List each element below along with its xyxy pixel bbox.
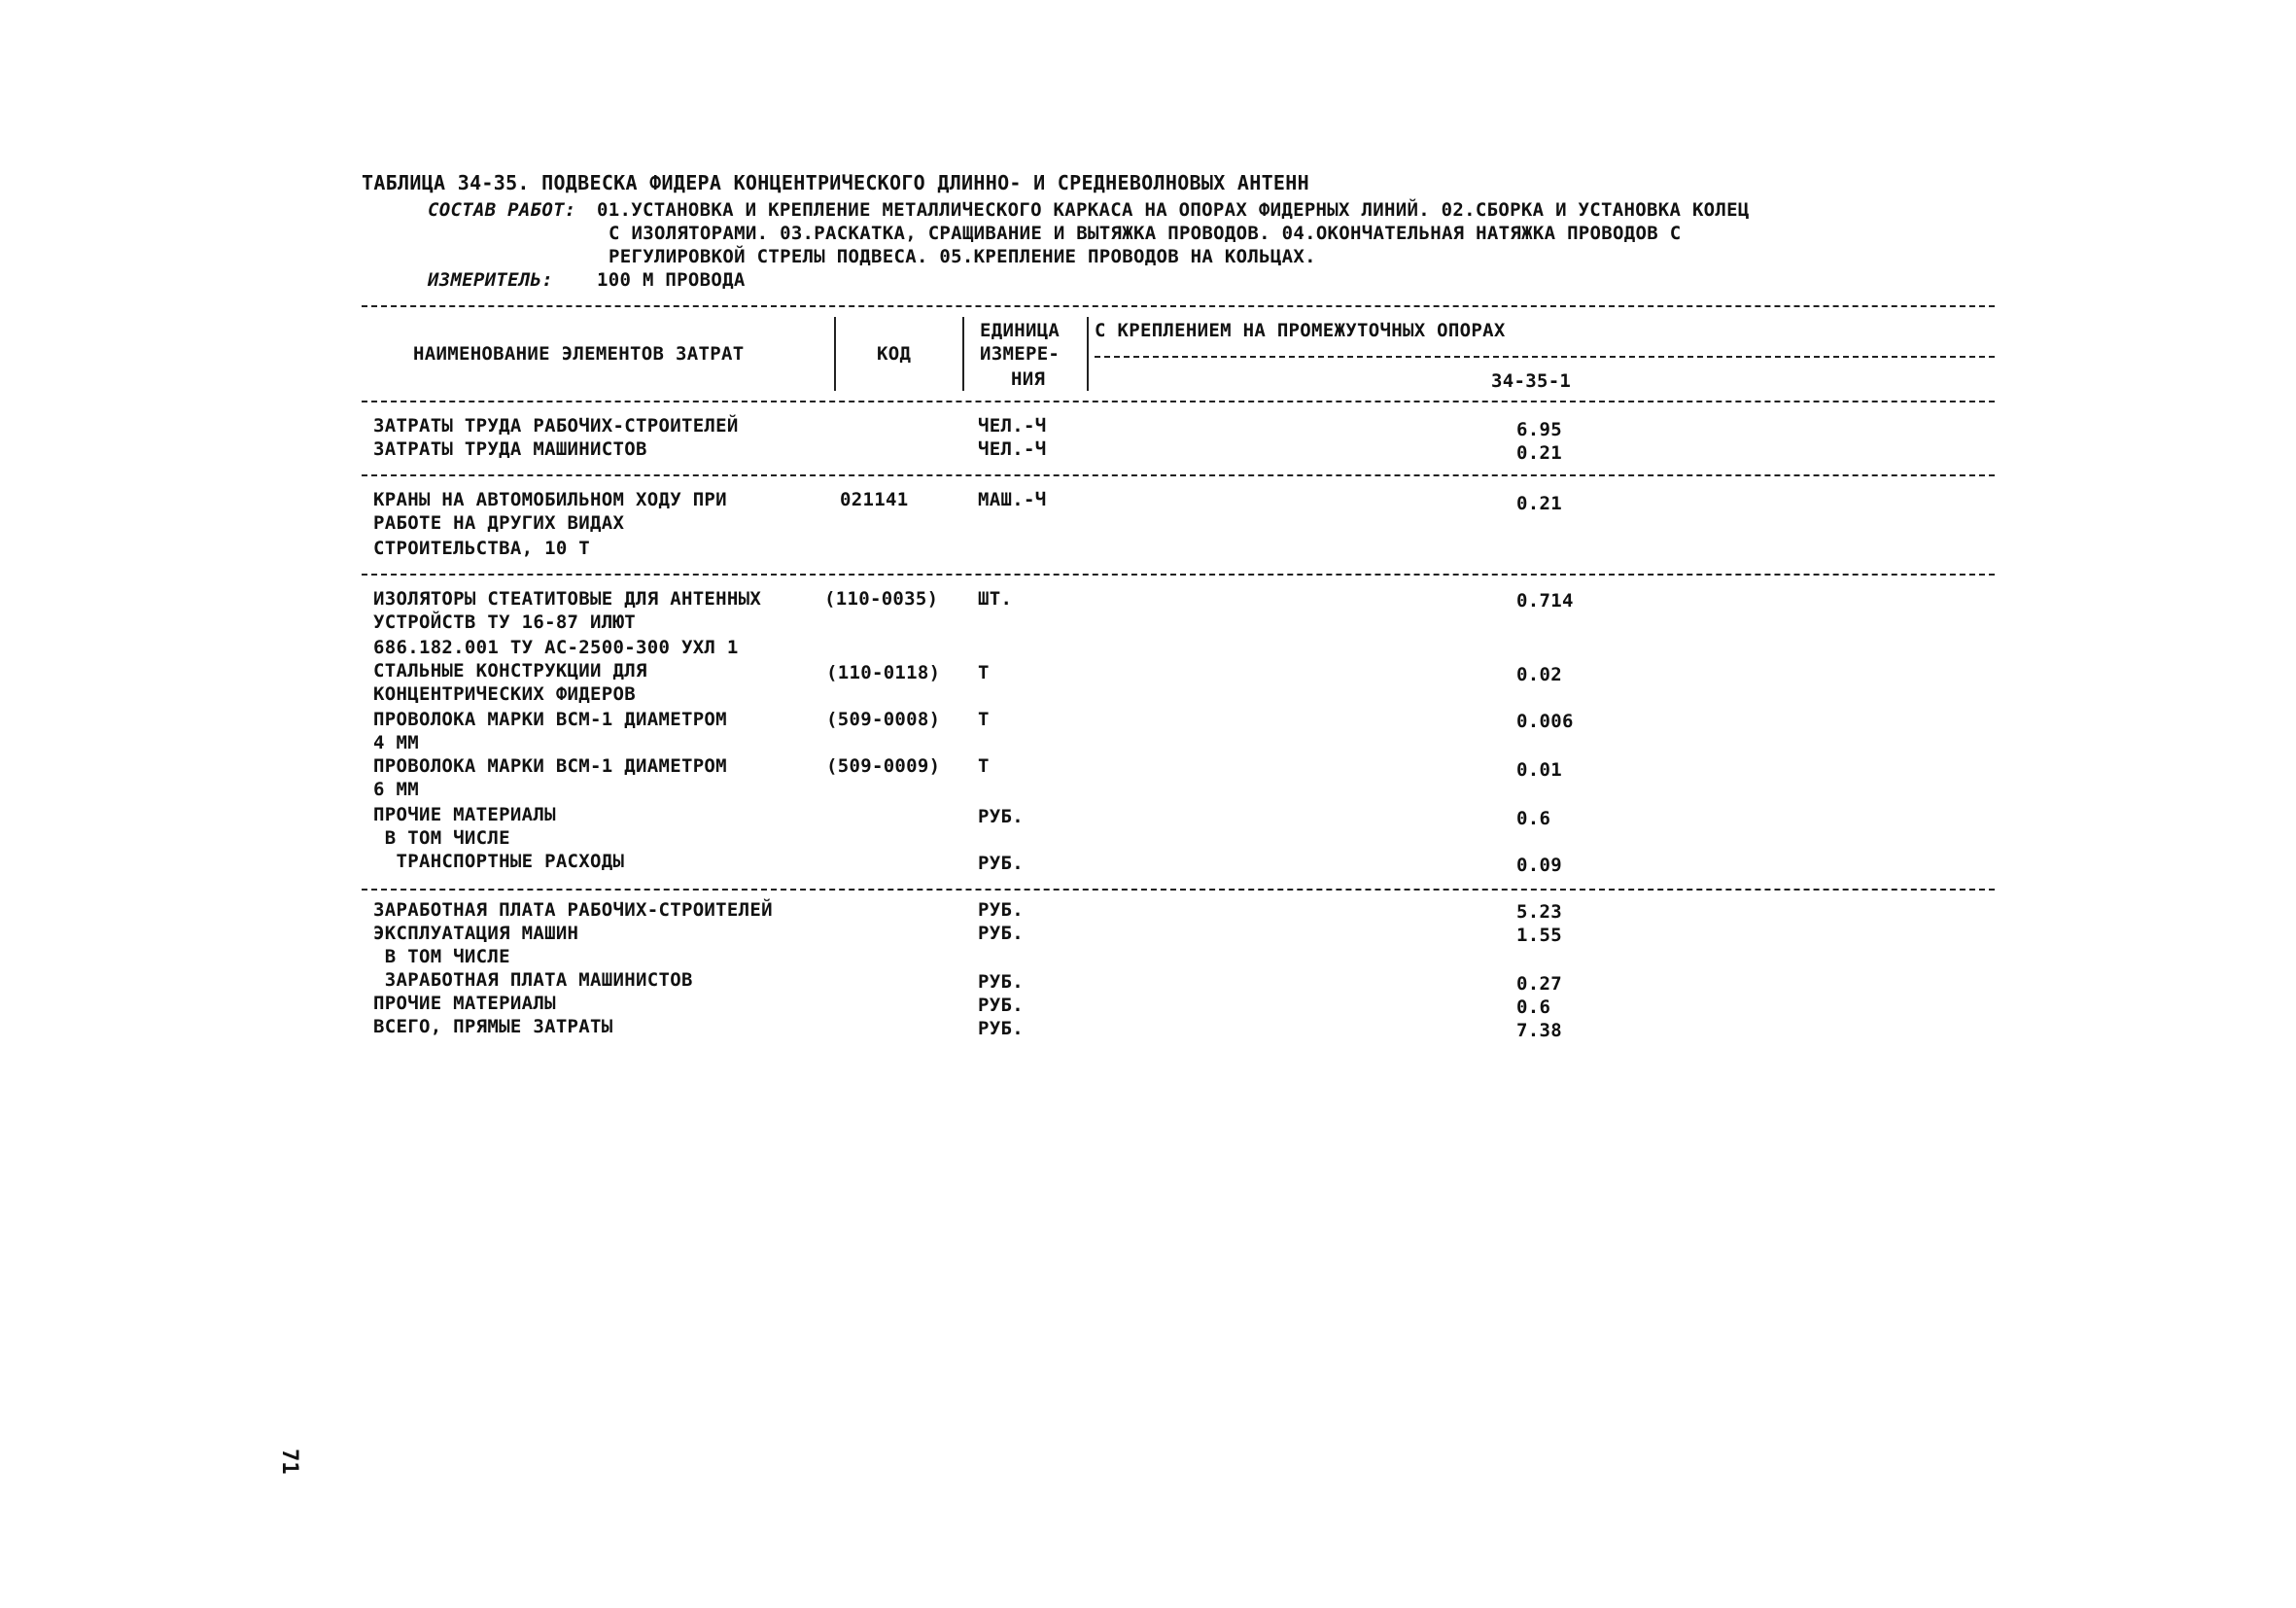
row-code: (110-0035) (824, 588, 939, 610)
header-unit-line-2: ИЗМЕРЕ- (980, 343, 1061, 365)
row-unit: РУБ. (978, 806, 1024, 827)
row-name-cont: В ТОМ ЧИСЛЕ (373, 946, 510, 967)
row-unit: РУБ. (978, 923, 1024, 944)
row-value: 6.95 (1516, 419, 1562, 440)
row-name: ТРАНСПОРТНЫЕ РАСХОДЫ (373, 851, 625, 872)
table-title: ТАБЛИЦА 34-35. ПОДВЕСКА ФИДЕРА КОНЦЕНТРИЧЕСКОГО ДЛИННО- И СРЕДНЕВОЛНОВЫХ АНТЕНН (362, 171, 1309, 194)
column-separator (962, 317, 964, 391)
column-separator (834, 317, 836, 391)
row-name: ЗАТРАТЫ ТРУДА РАБОЧИХ-СТРОИТЕЛЕЙ (373, 415, 739, 437)
header-code: КОД (877, 343, 912, 365)
row-name: ПРОВОЛОКА МАРКИ ВСМ-1 ДИАМЕТРОМ (373, 709, 727, 730)
row-name-cont: КОНЦЕНТРИЧЕСКИХ ФИДЕРОВ (373, 683, 636, 705)
composition-line-3: РЕГУЛИРОВКОЙ СТРЕЛЫ ПОДВЕСА. 05.КРЕПЛЕНИЕ ПРОВОДОВ НА КОЛЬЦАХ. (609, 246, 1316, 267)
row-unit: ЧЕЛ.-Ч (978, 438, 1047, 460)
column-separator (1087, 317, 1089, 391)
row-name-cont: 686.182.001 ТУ АС-2500-300 УХЛ 1 (373, 637, 739, 658)
row-unit: РУБ. (978, 1018, 1024, 1039)
row-unit: РУБ. (978, 899, 1024, 921)
table-top-rule (362, 305, 1995, 307)
header-unit-line-1: ЕДИНИЦА (980, 320, 1061, 341)
row-unit: ЧЕЛ.-Ч (978, 415, 1047, 437)
row-name: ПРОЧИЕ МАТЕРИАЛЫ (373, 993, 556, 1014)
row-name-cont: 4 ММ (373, 732, 419, 753)
row-name: СТАЛЬНЫЕ КОНСТРУКЦИИ ДЛЯ (373, 660, 647, 682)
header-bottom-rule (362, 401, 1995, 402)
row-value: 0.02 (1516, 664, 1562, 685)
row-name: ПРОВОЛОКА МАРКИ ВСМ-1 ДИАМЕТРОМ (373, 755, 727, 777)
row-code: (509-0009) (826, 755, 941, 777)
row-name: ЗАРАБОТНАЯ ПЛАТА МАШИНИСТОВ (373, 969, 693, 991)
row-unit: РУБ. (978, 853, 1024, 874)
header-unit-line-3: НИЯ (1011, 368, 1046, 390)
row-unit: Т (978, 709, 990, 730)
row-name: ЗАРАБОТНАЯ ПЛАТА РАБОЧИХ-СТРОИТЕЛЕЙ (373, 899, 773, 921)
row-value: 7.38 (1516, 1020, 1562, 1041)
row-code: (110-0118) (826, 662, 941, 683)
row-value: 0.09 (1516, 855, 1562, 876)
row-name: ВСЕГО, ПРЯМЫЕ ЗАТРАТЫ (373, 1016, 613, 1037)
header-group-rule (1095, 356, 1995, 358)
header-norm-code: 34-35-1 (1491, 370, 1572, 392)
composition-line-2: С ИЗОЛЯТОРАМИ. 03.РАСКАТКА, СРАЩИВАНИЕ И ВЫТЯЖКА ПРОВОДОВ. 04.ОКОНЧАТЕЛЬНАЯ НАТЯЖКА ПРОВОДОВ С (609, 223, 1682, 244)
row-value: 0.21 (1516, 442, 1562, 464)
row-unit: МАШ.-Ч (978, 489, 1047, 510)
row-value: 0.006 (1516, 711, 1574, 732)
row-value: 0.6 (1516, 808, 1551, 829)
row-code: 021141 (840, 489, 909, 510)
row-name-cont: 6 ММ (373, 779, 419, 800)
row-name: ИЗОЛЯТОРЫ СТЕАТИТОВЫЕ ДЛЯ АНТЕННЫХ (373, 588, 762, 610)
row-name-cont: РАБОТЕ НА ДРУГИХ ВИДАХ (373, 512, 625, 534)
row-value: 1.55 (1516, 925, 1562, 946)
header-group: С КРЕПЛЕНИЕМ НА ПРОМЕЖУТОЧНЫХ ОПОРАХ (1095, 320, 1506, 341)
composition-label: СОСТАВ РАБОТ: (428, 199, 576, 221)
row-name: ЗАТРАТЫ ТРУДА МАШИНИСТОВ (373, 438, 647, 460)
row-value: 0.6 (1516, 996, 1551, 1018)
row-value: 0.27 (1516, 973, 1562, 995)
row-unit: РУБ. (978, 995, 1024, 1016)
section-rule (362, 474, 1995, 476)
measure-label: ИЗМЕРИТЕЛЬ: (428, 269, 554, 291)
page-number: 71 (277, 1449, 301, 1475)
row-name: ЭКСПЛУАТАЦИЯ МАШИН (373, 923, 579, 944)
row-code: (509-0008) (826, 709, 941, 730)
row-name-cont: УСТРОЙСТВ ТУ 16-87 ИЛЮТ (373, 612, 636, 633)
row-name-cont: СТРОИТЕЛЬСТВА, 10 Т (373, 538, 591, 559)
section-rule (362, 574, 1995, 576)
row-unit: Т (978, 755, 990, 777)
row-value: 0.01 (1516, 759, 1562, 781)
section-rule (362, 889, 1995, 891)
row-unit: РУБ. (978, 971, 1024, 993)
header-name: НАИМЕНОВАНИЕ ЭЛЕМЕНТОВ ЗАТРАТ (413, 343, 745, 365)
row-name-cont: В ТОМ ЧИСЛЕ (373, 827, 510, 849)
row-unit: Т (978, 662, 990, 683)
row-unit: ШТ. (978, 588, 1013, 610)
row-name: КРАНЫ НА АВТОМОБИЛЬНОМ ХОДУ ПРИ (373, 489, 727, 510)
row-value: 5.23 (1516, 901, 1562, 923)
row-value: 0.714 (1516, 590, 1574, 612)
measure-value: 100 М ПРОВОДА (597, 269, 746, 291)
row-name: ПРОЧИЕ МАТЕРИАЛЫ (373, 804, 556, 825)
row-value: 0.21 (1516, 493, 1562, 514)
composition-line-1: 01.УСТАНОВКА И КРЕПЛЕНИЕ МЕТАЛЛИЧЕСКОГО КАРКАСА НА ОПОРАХ ФИДЕРНЫХ ЛИНИЙ. 02.СБОРКА И УСТАНОВКА КОЛЕЦ (597, 199, 1750, 221)
